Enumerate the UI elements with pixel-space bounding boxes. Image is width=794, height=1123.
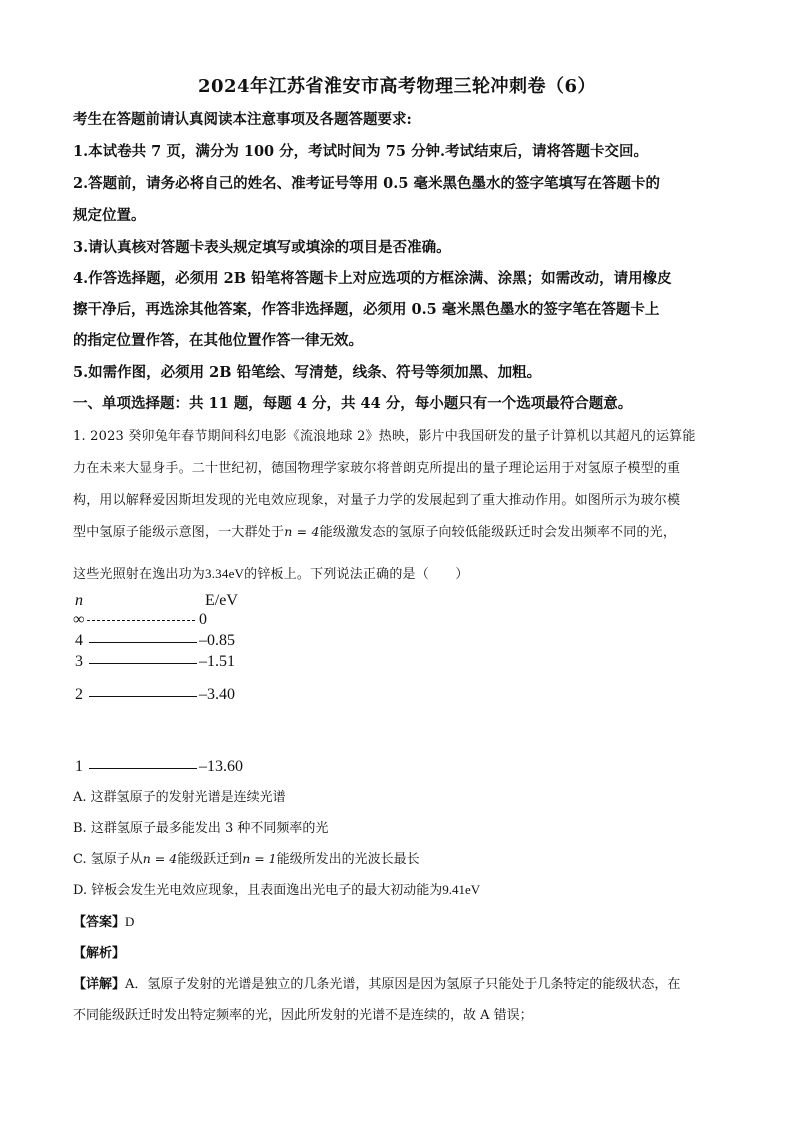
question-text-line: 型中氢原子能级示意图，一大群处于n = 4能级激发态的氢原子向较低能级跃迁时会发出频率不同的光， bbox=[73, 524, 677, 540]
detail-line: 【详解】A．氢原子发射的光谱是独立的几条光谱，其原因是因为氢原子只能处于几条特定的能级状态，在 bbox=[73, 977, 681, 992]
diagram-e-header: E/eV bbox=[205, 592, 238, 609]
math-work-function: 3.34eV bbox=[205, 566, 245, 581]
notice-item-2-cont: 规定位置。 bbox=[73, 207, 146, 224]
level-label-inf: ∞ bbox=[73, 611, 85, 628]
level-label-4: 4 bbox=[75, 632, 83, 649]
option-d: D. 锌板会发生光电效应现象，且表面逸出光电子的最大初动能为9.41eV bbox=[73, 882, 481, 898]
answer-tag: 【答案】 bbox=[73, 915, 126, 930]
option-c: C. 氢原子从n = 4能级跃迁到n = 1能级所发出的光波长最长 bbox=[73, 851, 420, 867]
level-label-3: 3 bbox=[75, 653, 83, 670]
question-text-line: 构，用以解释爱因斯坦发现的光电效应现象，对量子力学的发展起到了重大推动作用。如图所示为玻尔模 bbox=[73, 493, 681, 508]
diagram-n-header: n bbox=[75, 592, 83, 609]
notice-item-4-cont2: 的指定位置作答，在其他位置作答一律无效。 bbox=[73, 332, 363, 349]
option-b: B. 这群氢原子最多能发出 3 种不同频率的光 bbox=[73, 821, 329, 836]
notice-item-1: 1.本试卷共 7 页，满分为 100 分，考试时间为 75 分钟.考试结束后，请将答题卡交回。 bbox=[73, 143, 649, 160]
notice-item-2: 2.答题前，请务必将自己的姓名、准考证号等用 0.5 毫米黑色墨水的签字笔填写在答题卡的 bbox=[73, 175, 660, 192]
answer-value: D bbox=[125, 914, 135, 929]
level-energy-3: –1.51 bbox=[199, 653, 235, 670]
level-energy-1: –13.60 bbox=[199, 758, 243, 775]
notice-item-5: 5.如需作图，必须用 2B 铅笔绘、写清楚，线条、符号等须加黑、加粗。 bbox=[73, 364, 542, 381]
notice-item-3: 3.请认真核对答题卡表头规定填写或填涂的项目是否准确。 bbox=[73, 239, 451, 256]
level-label-2: 2 bbox=[75, 686, 83, 703]
level-line-4 bbox=[89, 642, 197, 643]
energy-level-diagram bbox=[73, 592, 273, 782]
level-line-inf bbox=[87, 620, 195, 621]
page-title: 2024年江苏省淮安市高考物理三轮冲刺卷（6） bbox=[197, 76, 597, 97]
detail-tag: 【详解】 bbox=[73, 977, 126, 992]
level-line-3 bbox=[89, 663, 197, 664]
level-label-1: 1 bbox=[75, 758, 83, 775]
answer-line bbox=[73, 911, 134, 930]
notice-item-4-cont: 擦干净后，再选涂其他答案，作答非选择题，必须用 0.5 毫米黑色墨水的签字笔在答题卡上 bbox=[73, 301, 660, 318]
notice-intro: 考生在答题前请认真阅读本注意事项及各题答题要求: bbox=[73, 111, 412, 128]
notice-item-4: 4.作答选择题，必须用 2B 铅笔将答题卡上对应选项的方框涂满、涂黑；如需改动，请用橡皮 bbox=[73, 270, 672, 287]
math-n-4: n = 4 bbox=[284, 524, 320, 539]
option-a: A. 这群氢原子的发射光谱是连续光谱 bbox=[73, 790, 286, 805]
level-energy-4: –0.85 bbox=[199, 632, 235, 649]
question-text-line: 力在未来大显身手。二十世纪初，德国物理学家玻尔将普朗克所提出的量子理论运用于对氢原子模型的重 bbox=[73, 461, 681, 476]
section-heading: 一、单项选择题：共 11 题，每题 4 分，共 44 分，每小题只有一个选项最符合题意。 bbox=[73, 395, 633, 412]
level-energy-inf: 0 bbox=[199, 611, 207, 628]
level-line-1 bbox=[89, 768, 197, 769]
level-energy-2: –3.40 bbox=[199, 686, 235, 703]
level-line-2 bbox=[89, 696, 197, 697]
analysis-tag: 【解析】 bbox=[73, 946, 126, 961]
question-text-line: 1. 2023 癸卯兔年春节期间科幻电影《流浪地球 2》热映，影片中我国研发的量子计算机以其超凡的运算能 bbox=[73, 429, 696, 444]
question-text-line: 这些光照射在逸出功为3.34eV的锌板上。下列说法正确的是（ ） bbox=[73, 566, 469, 582]
detail-line: 不同能级跃迁时发出特定频率的光，因此所发射的光谱不是连续的，故 A 错误； bbox=[73, 1008, 533, 1023]
